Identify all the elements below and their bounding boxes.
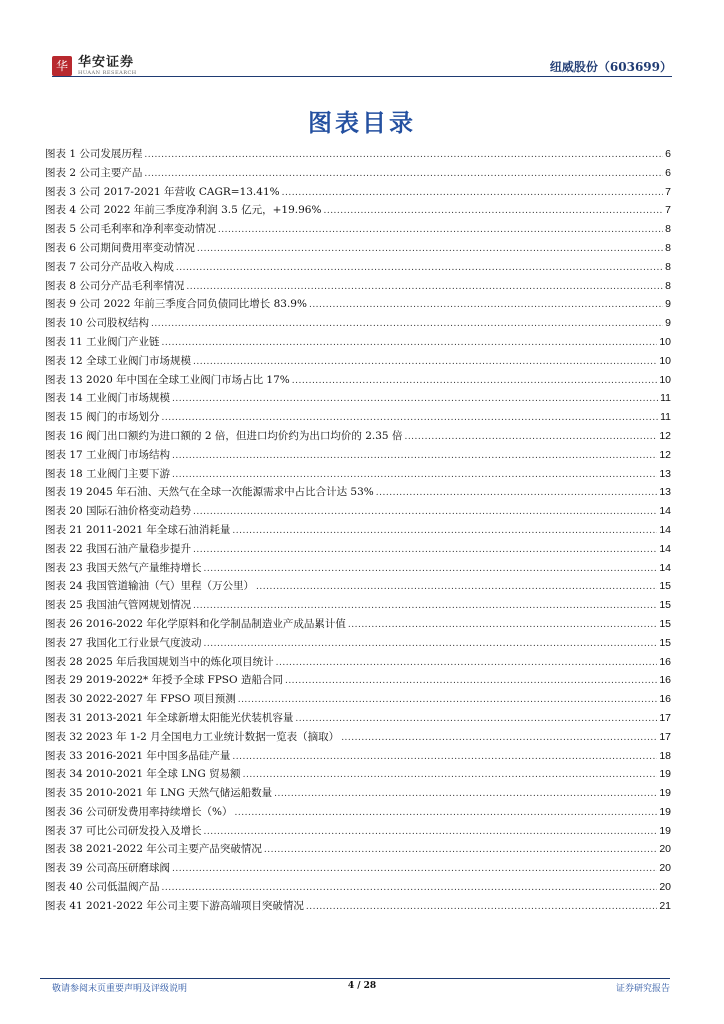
toc-entry[interactable] xyxy=(45,428,671,447)
toc-leader-dots xyxy=(235,806,658,818)
toc-entry[interactable] xyxy=(45,654,671,673)
toc-leader-dots xyxy=(276,656,658,668)
toc-entry[interactable] xyxy=(45,278,671,297)
toc-entry-page: 21 xyxy=(659,899,671,912)
toc-leader-dots xyxy=(193,505,657,517)
toc-leader-dots xyxy=(264,843,657,855)
toc-entry[interactable] xyxy=(45,748,671,767)
toc-entry[interactable] xyxy=(45,541,671,560)
toc-leader-dots xyxy=(186,280,663,292)
toc-leader-dots xyxy=(232,750,657,762)
toc-entry[interactable] xyxy=(45,484,671,503)
toc-entry-label: 图表 30 2022-2027 年 FPSO 项目预测 xyxy=(45,693,236,706)
toc-entry[interactable] xyxy=(45,447,671,466)
toc-entry[interactable] xyxy=(45,221,671,240)
toc-leader-dots xyxy=(341,731,657,743)
toc-entry-page: 9 xyxy=(665,298,671,311)
toc-entry-page: 7 xyxy=(665,185,671,198)
toc-entry-label: 图表 2 公司主要产品 xyxy=(45,166,143,179)
toc-entry-page: 15 xyxy=(659,636,671,649)
header-divider xyxy=(52,76,672,77)
toc-entry-page: 16 xyxy=(659,674,671,687)
toc-entry-label: 图表 25 我国油气管网规划情况 xyxy=(45,599,192,612)
logo-english-name: HUAAN RESEARCH xyxy=(78,70,137,76)
toc-entry-label: 图表 14 工业阀门市场规模 xyxy=(45,392,171,405)
page-number: 4 / 28 xyxy=(347,981,377,991)
toc-entry[interactable] xyxy=(45,409,671,428)
toc-entry-page: 14 xyxy=(659,542,671,555)
toc-entry-label: 图表 37 可比公司研发投入及增长 xyxy=(45,824,202,837)
toc-entry-label: 图表 11 工业阀门产业链 xyxy=(45,335,160,348)
toc-entry-page: 17 xyxy=(659,711,671,724)
toc-leader-dots xyxy=(172,468,657,480)
toc-entry-page: 15 xyxy=(659,617,671,630)
toc-leader-dots xyxy=(256,580,657,592)
toc-entry[interactable] xyxy=(45,315,671,334)
company-stock-name: 纽威股份（603699） xyxy=(549,60,672,74)
toc-entry-label: 图表 20 国际石油价格变动趋势 xyxy=(45,505,192,518)
toc-entry-page: 20 xyxy=(659,862,671,875)
report-type: 证券研究报告 xyxy=(615,984,670,994)
toc-entry[interactable] xyxy=(45,672,671,691)
toc-entry[interactable] xyxy=(45,202,671,221)
toc-entry-page: 20 xyxy=(659,843,671,856)
toc-leader-dots xyxy=(144,148,663,160)
toc-leader-dots xyxy=(309,298,663,310)
toc-entry-label: 图表 27 我国化工行业景气度波动 xyxy=(45,636,202,649)
toc-leader-dots xyxy=(218,223,663,235)
toc-leader-dots xyxy=(376,486,658,498)
toc-entry[interactable] xyxy=(45,635,671,654)
toc-leader-dots xyxy=(204,562,658,574)
toc-entry-label: 图表 23 我国天然气产量维持增长 xyxy=(45,561,202,574)
toc-entry-label: 图表 8 公司分产品毛利率情况 xyxy=(45,279,185,292)
toc-entry[interactable] xyxy=(45,390,671,409)
toc-leader-dots xyxy=(348,618,657,630)
toc-entry-page: 6 xyxy=(665,148,671,160)
toc-entry[interactable] xyxy=(45,184,671,203)
toc-entry-label: 图表 3 公司 2017-2021 年营收 CAGR=13.41% xyxy=(45,185,280,198)
toc-entry-label: 图表 13 2020 年中国在全球工业阀门市场占比 17% xyxy=(45,373,290,386)
toc-entry-page: 20 xyxy=(659,881,671,894)
toc-entry[interactable] xyxy=(45,823,671,842)
toc-entry-page: 16 xyxy=(659,693,671,706)
toc-entry[interactable] xyxy=(45,710,671,729)
seal-icon: 华 xyxy=(52,56,72,76)
toc-entry-page: 19 xyxy=(659,768,671,781)
toc-entry[interactable] xyxy=(45,296,671,315)
toc-leader-dots xyxy=(162,411,659,423)
toc-entry[interactable] xyxy=(45,898,671,917)
toc-entry[interactable] xyxy=(45,841,671,860)
footer-divider xyxy=(40,978,670,979)
toc-entry-page: 13 xyxy=(659,467,671,480)
toc-leader-dots xyxy=(172,392,658,404)
toc-leader-dots xyxy=(151,317,663,329)
toc-entry-page: 10 xyxy=(659,354,671,367)
toc-entry-page: 8 xyxy=(665,241,671,254)
toc-entry-label: 图表 24 我国管道输油（气）里程（万公里） xyxy=(45,580,255,593)
logo-chinese-name: 华安证券 xyxy=(78,55,135,70)
toc-entry-page: 14 xyxy=(659,505,671,518)
toc-leader-dots xyxy=(232,524,657,536)
toc-leader-dots xyxy=(274,787,657,799)
toc-entry[interactable] xyxy=(45,503,671,522)
toc-entry[interactable] xyxy=(45,879,671,898)
toc-entry[interactable] xyxy=(45,578,671,597)
toc-entry-page: 10 xyxy=(659,335,671,348)
toc-entry[interactable] xyxy=(45,860,671,879)
toc-leader-dots xyxy=(243,768,658,780)
toc-entry[interactable] xyxy=(45,597,671,616)
toc-leader-dots xyxy=(404,430,657,442)
toc-entry-label: 图表 7 公司分产品收入构成 xyxy=(45,260,174,273)
toc-entry-label: 图表 6 公司期间费用率变动情况 xyxy=(45,241,195,254)
toc-leader-dots xyxy=(323,204,663,216)
toc-entry[interactable] xyxy=(45,804,671,823)
toc-entry[interactable] xyxy=(45,729,671,748)
company-logo xyxy=(52,56,137,76)
page-title: 图表目录 xyxy=(308,108,416,137)
toc-leader-dots xyxy=(197,242,663,254)
toc-entry-page: 12 xyxy=(659,448,671,461)
toc-entry[interactable] xyxy=(45,334,671,353)
toc-entry-label: 图表 39 公司高压研磨球阀 xyxy=(45,862,171,875)
toc-leader-dots xyxy=(172,862,657,874)
toc-leader-dots xyxy=(162,336,658,348)
toc-entry-page: 8 xyxy=(665,260,671,273)
toc-entry-label: 图表 19 2045 年石油、天然气在全球一次能源需求中占比合计达 53% xyxy=(45,486,374,499)
toc-leader-dots xyxy=(176,261,663,273)
toc-entry-label: 图表 22 我国石油产量稳步提升 xyxy=(45,542,192,555)
toc-leader-dots xyxy=(144,167,663,179)
toc-entry-label: 图表 28 2025 年后我国规划当中的炼化项目统计 xyxy=(45,655,274,668)
toc-entry-page: 14 xyxy=(659,523,671,536)
toc-entry-label: 图表 36 公司研发费用率持续增长（%） xyxy=(45,805,233,818)
toc-leader-dots xyxy=(193,543,657,555)
toc-entry-label: 图表 5 公司毛利率和净利率变动情况 xyxy=(45,223,216,236)
toc-entry-label: 图表 15 阀门的市场划分 xyxy=(45,411,160,424)
toc-entry-page: 15 xyxy=(659,599,671,612)
toc-entry-label: 图表 17 工业阀门市场结构 xyxy=(45,448,171,461)
toc-entry-label: 图表 12 全球工业阀门市场规模 xyxy=(45,354,192,367)
toc-entry-label: 图表 26 2016-2022 年化学原料和化学制品制造业产成品累计值 xyxy=(45,617,346,630)
table-of-figures xyxy=(45,146,671,917)
toc-entry-label: 图表 16 阀门出口额约为进口额的 2 倍，但进口均价约为出口均价的 2.35 倍 xyxy=(45,429,403,442)
toc-entry-page: 18 xyxy=(659,749,671,762)
toc-entry-label: 图表 35 2010-2021 年 LNG 天然气储运船数量 xyxy=(45,787,273,800)
toc-entry-label: 图表 38 2021-2022 年公司主要产品突破情况 xyxy=(45,843,262,856)
toc-leader-dots xyxy=(295,712,657,724)
toc-entry[interactable] xyxy=(45,466,671,485)
toc-entry-label: 图表 4 公司 2022 年前三季度净利润 3.5 亿元，+19.96% xyxy=(45,204,322,217)
toc-entry-page: 17 xyxy=(659,730,671,743)
toc-entry-page: 7 xyxy=(665,204,671,217)
toc-entry-page: 15 xyxy=(659,580,671,593)
toc-entry-label: 图表 9 公司 2022 年前三季度合同负债同比增长 83.9% xyxy=(45,298,307,311)
toc-entry[interactable] xyxy=(45,522,671,541)
toc-entry[interactable] xyxy=(45,766,671,785)
toc-entry[interactable] xyxy=(45,560,671,579)
toc-entry[interactable] xyxy=(45,353,671,372)
toc-entry-page: 12 xyxy=(659,429,671,442)
toc-entry[interactable] xyxy=(45,259,671,278)
toc-entry-page: 19 xyxy=(659,787,671,800)
toc-entry-page: 10 xyxy=(659,373,671,386)
toc-entry-label: 图表 29 2019-2022* 年授予全球 FPSO 造船合同 xyxy=(45,674,283,687)
toc-leader-dots xyxy=(172,449,657,461)
toc-entry-page: 11 xyxy=(660,392,671,405)
toc-leader-dots xyxy=(193,355,657,367)
toc-entry-label: 图表 32 2023 年 1-2 月全国电力工业统计数据一览表（摘取） xyxy=(45,730,340,743)
toc-entry-label: 图表 18 工业阀门主要下游 xyxy=(45,467,171,480)
toc-entry-label: 图表 21 2011-2021 年全球石油消耗量 xyxy=(45,523,231,536)
toc-leader-dots xyxy=(292,374,658,386)
toc-entry-label: 图表 31 2013-2021 年全球新增太阳能光伏装机容量 xyxy=(45,711,294,724)
toc-entry[interactable] xyxy=(45,785,671,804)
toc-entry-label: 图表 40 公司低温阀产品 xyxy=(45,881,160,894)
page-header xyxy=(52,56,672,80)
footer-disclaimer: 敬请参阅末页重要声明及评级说明 xyxy=(52,984,188,994)
toc-leader-dots xyxy=(162,881,658,893)
toc-entry[interactable] xyxy=(45,691,671,710)
toc-entry-page: 19 xyxy=(659,824,671,837)
toc-entry-page: 13 xyxy=(659,486,671,499)
toc-entry-page: 8 xyxy=(665,279,671,292)
toc-entry-page: 9 xyxy=(665,317,671,330)
toc-entry-label: 图表 1 公司发展历程 xyxy=(45,148,143,160)
toc-leader-dots xyxy=(204,825,658,837)
toc-entry-page: 11 xyxy=(660,411,671,424)
toc-entry[interactable] xyxy=(45,372,671,391)
toc-entry-label: 图表 41 2021-2022 年公司主要下游高端项目突破情况 xyxy=(45,899,304,912)
toc-entry-page: 6 xyxy=(665,166,671,179)
toc-leader-dots xyxy=(204,637,658,649)
toc-leader-dots xyxy=(193,599,657,611)
toc-entry-label: 图表 33 2016-2021 年中国多晶硅产量 xyxy=(45,749,231,762)
toc-entry-page: 8 xyxy=(665,223,671,236)
toc-leader-dots xyxy=(238,693,658,705)
toc-entry[interactable] xyxy=(45,165,671,184)
toc-entry-label: 图表 10 公司股权结构 xyxy=(45,317,150,330)
toc-entry[interactable] xyxy=(45,146,671,165)
toc-leader-dots xyxy=(282,186,664,198)
toc-entry-label: 图表 34 2010-2021 年全球 LNG 贸易额 xyxy=(45,768,241,781)
toc-entry[interactable] xyxy=(45,616,671,635)
toc-entry[interactable] xyxy=(45,240,671,259)
toc-entry-page: 14 xyxy=(659,561,671,574)
toc-leader-dots xyxy=(306,900,657,912)
toc-entry-page: 19 xyxy=(659,805,671,818)
toc-leader-dots xyxy=(285,674,657,686)
toc-entry-page: 16 xyxy=(659,655,671,668)
